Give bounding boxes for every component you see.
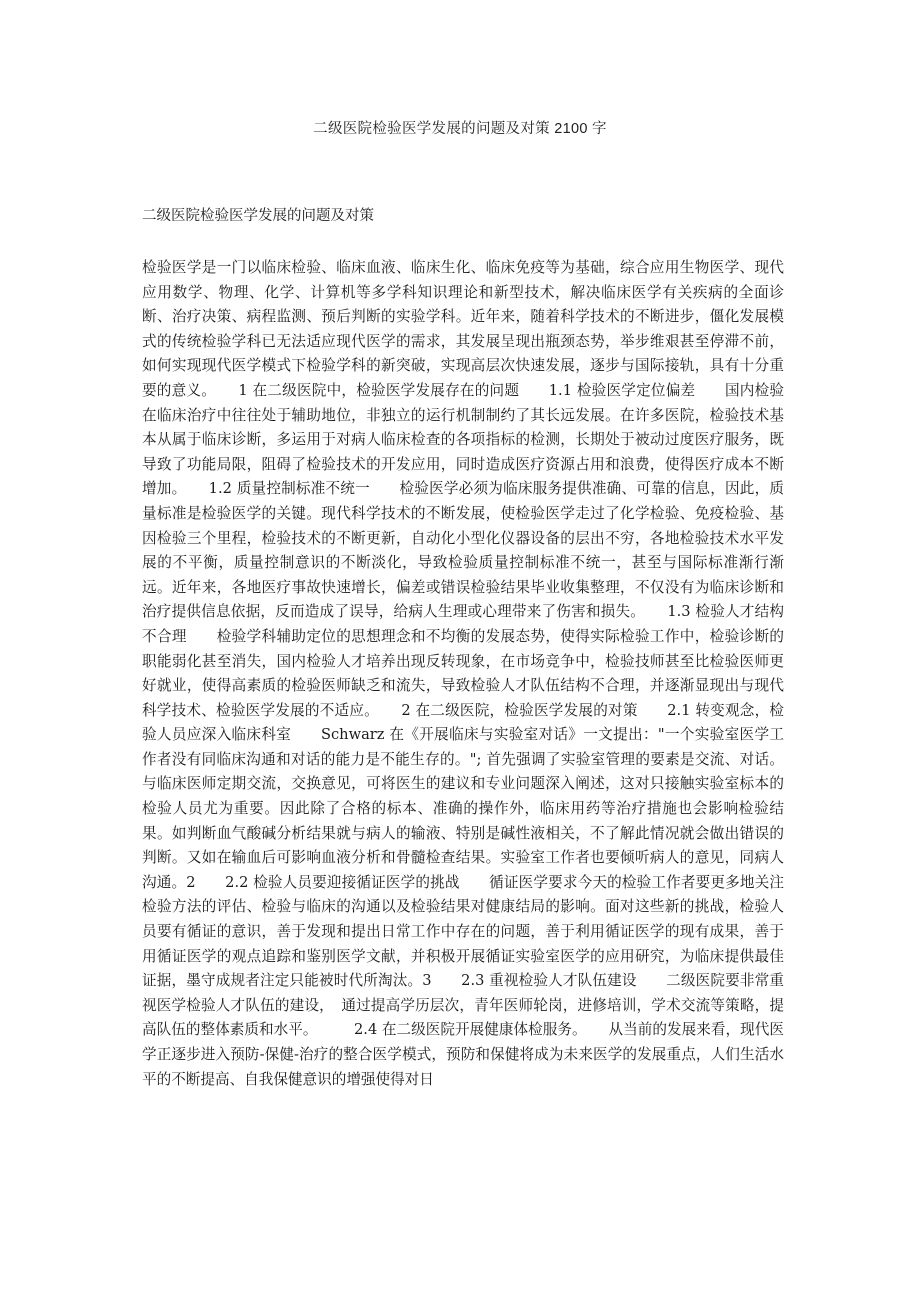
document-title: 二级医院检验医学发展的问题及对策 2100 字 (313, 121, 607, 137)
body-paragraph: 检验医学是一门以临床检验、临床血液、临床生化、临床免疫等为基础，综合应用生物医学、现代应用数学、物理、化学、计算机等多学科知识理论和新型技术，解决临床医学有关疾病的全面诊断、治疗决策、病程监测、预后判断的实验学科。近年来，随着科学技术的不断进步，僵化发展模式的传统检验学科已无法适应现代医学的需求，其发展呈现出瓶颈态势，举步维艰甚至停滞不前，如何实现现代医学模式下检验学科的新突破，实现高层次快速发展，逐步与国际接轨，具有十分重要的意义。 1 在二级医院中，检验医学发展存在的问题 1.1 检验医学定位偏差 国内检验在临床治疗中往往处于辅助地位，非独立的运行机制制约了其长远发展。在许多医院，检验技术基本从属于临床诊断，多运用于对病人临床检查的各项指标的检测，长期处于被动过度医疗服务，既导致了功能局限，阻碍了检验技术的开发应用，同时造成医疗资源占用和浪费，使得医疗成本不断增加。 1.2 质量控制标准不统一 检验医学必须为临床服务提供准确、可靠的信息，因此，质量标准是检验医学的关键。现代科学技术的不断发展，使检验医学走过了化学检验、免疫检验、基因检验三个里程，检验技术的不断更新，自动化小型化仪器设备的层出不穷，各地检验技术水平发展的不平衡，质量控制意识的不断淡化，导致检验质量控制标准不统一，甚至与国际标准渐行渐远。近年来，各地医疗事故快速增长，偏差或错误检验结果毕业收集整理，不仅没有为临床诊断和治疗提供信息依据，反而造成了误导，给病人生理或心理带来了伤害和损失。 1.3 检验人才结构不合理 检验学科辅助定位的思想理念和不均衡的发展态势，使得实际检验工作中，检验诊断的职能弱化甚至消失，国内检验人才培养出现反转现象，在市场竞争中，检验技师甚至比检验医师更好就业，使得高素质的检验医师缺乏和流失，导致检验人才队伍结构不合理，并逐渐显现出与现代科学技术、检验医学发展的不适应。 2 在二级医院，检验医学发展的对策 2.1 转变观念，检验人员应深入临床科室 Schwarz 在《开展临床与实验室对话》一文提出："一个实验室医学工作者没有同临床沟通和对话的能力是不能生存的。"; 首先强调了实验室管理的要素是交流、对话。与临床医师定期交流，交换意见，可将医生的建议和专业问题深入阐述，这对只接触实验室标本的检验人员尤为重要。因此除了合格的标本、准确的操作外，临床用药等治疗措施也会影响检验结果。如判断血气酸碱分析结果就与病人的输液、特别是碱性液相关，不了解此情况就会做出错误的判断。又如在输血后可影响血液分析和骨髓检查结果。实验室工作者也要倾听病人的意见，同病人沟通。2 2.2 检验人员要迎接循证医学的挑战 循证医学要求今天的检验工作者要更多地关注检验方法的评估、检验与临床的沟通以及检验结果对健康结局的影响。面对这些新的挑战，检验人员要有循证的意识，善于发现和提出日常工作中存在的问题，善于利用循证医学的现有成果，善于用循证医学的观点追踪和鉴别医学文献，并积极开展循证实验室医学的应用研究，为临床提供最佳证据，墨守成规者注定只能被时代所淘汰。3 2.3 重视检验人才队伍建设 二级医院要非常重视医学检验人才队伍的建设， 通过提高学历层次，青年医师轮岗，进修培训，学术交流等策略，提高队伍的整体素质和水平。 2.4 在二级医院开展健康体检服务。 从当前的发展来看，现代医学正逐步进入预防-保健-治疗的整合医学模式，预防和保健将成为未来医学的发展重点，人们生活水平的不断提高、自我保健意识的增强使得对日 (142, 259, 784, 1088)
section-heading: 二级医院检验医学发展的问题及对策 (142, 208, 374, 224)
